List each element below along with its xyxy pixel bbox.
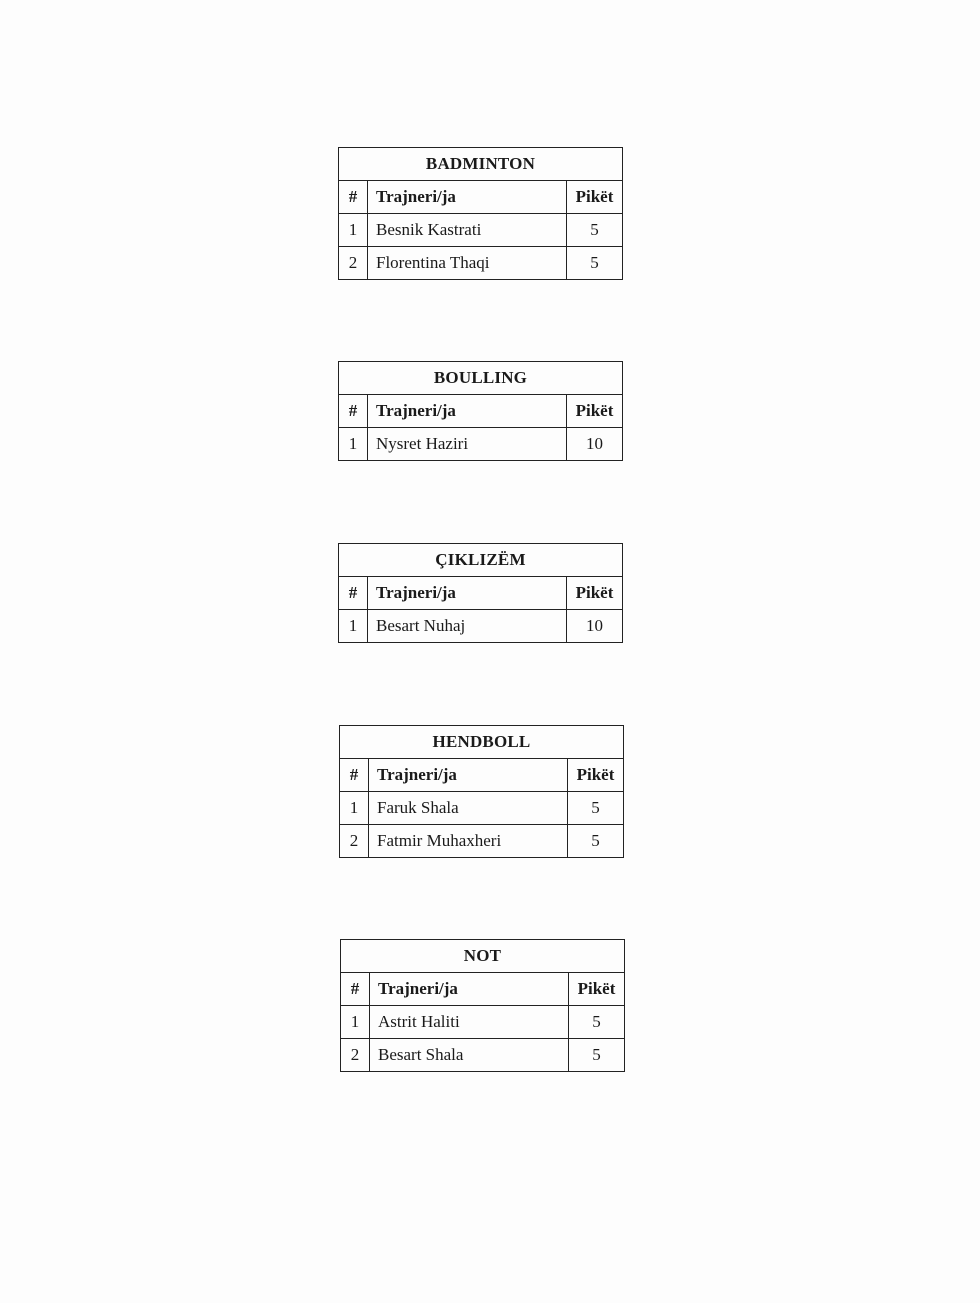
table-row [339,428,623,461]
column-header-number: # [339,577,368,610]
table-row [340,825,624,858]
trainer-name: Nysret Haziri [368,428,567,461]
table-title: ÇIKLIZËM [339,544,623,577]
trainer-name: Florentina Thaqi [368,247,567,280]
column-header-number: # [339,395,368,428]
points-value: 10 [567,610,623,643]
header-row [339,181,623,214]
trainer-name: Faruk Shala [369,792,568,825]
table-row [340,792,624,825]
column-header-trainer: Trajneri/ja [369,759,568,792]
points-value: 5 [569,1039,625,1072]
sport-table-not [340,939,625,1072]
column-header-trainer: Trajneri/ja [370,973,569,1006]
row-number: 2 [341,1039,370,1072]
sport-table-ciklizem [338,543,623,643]
sport-table-badminton [338,147,623,280]
column-header-points: Pikët [567,395,623,428]
header-row [339,577,623,610]
table-row [341,1039,625,1072]
table-row [341,1006,625,1039]
trainer-name: Astrit Haliti [370,1006,569,1039]
header-row [340,759,624,792]
row-number: 1 [339,610,368,643]
column-header-points: Pikët [568,759,624,792]
table-title: BADMINTON [339,148,623,181]
sport-table-hendboll [339,725,624,858]
points-value: 5 [567,247,623,280]
sport-table-boulling [338,361,623,461]
column-header-points: Pikët [567,181,623,214]
row-number: 1 [339,428,368,461]
table-row [339,247,623,280]
trainer-name: Besart Shala [370,1039,569,1072]
points-value: 5 [569,1006,625,1039]
header-row [339,395,623,428]
trainer-name: Fatmir Muhaxheri [369,825,568,858]
column-header-number: # [341,973,370,1006]
column-header-points: Pikët [569,973,625,1006]
row-number: 2 [339,247,368,280]
trainer-name: Besart Nuhaj [368,610,567,643]
points-value: 5 [568,792,624,825]
points-value: 5 [567,214,623,247]
points-value: 5 [568,825,624,858]
row-number: 2 [340,825,369,858]
column-header-trainer: Trajneri/ja [368,395,567,428]
table-title: BOULLING [339,362,623,395]
row-number: 1 [341,1006,370,1039]
column-header-points: Pikët [567,577,623,610]
row-number: 1 [339,214,368,247]
header-row [341,973,625,1006]
points-value: 10 [567,428,623,461]
column-header-trainer: Trajneri/ja [368,577,567,610]
column-header-trainer: Trajneri/ja [368,181,567,214]
column-header-number: # [340,759,369,792]
table-title: NOT [341,940,625,973]
column-header-number: # [339,181,368,214]
table-title: HENDBOLL [340,726,624,759]
table-row [339,610,623,643]
row-number: 1 [340,792,369,825]
trainer-name: Besnik Kastrati [368,214,567,247]
table-row [339,214,623,247]
